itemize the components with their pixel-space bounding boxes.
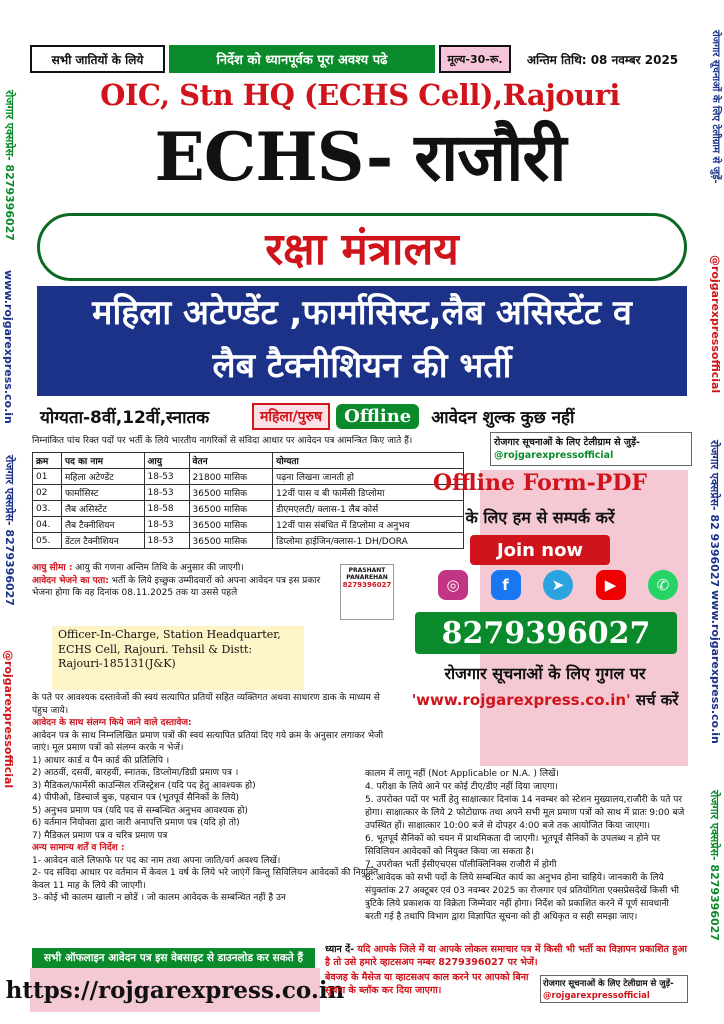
list-item: 7) मैडिकल प्रमाण पत्र व चरित्र प्रमाण पत्र [32,830,168,841]
side-left-handle: @rojgarexpressofficial [2,650,15,789]
side-left-top: रोजगार एक्सप्रेस- 8279396027 [3,90,16,241]
list-item: 7. उपरोक्त भर्ती ईसीएचएस पॉलीक्लिनिक्स राजौरी में होगी [365,860,557,870]
col-qualification: योग्यता [273,453,464,469]
cell: 12वीं पास संबंधित में डिप्लोमा व अनुभव [273,517,464,533]
all-castes-badge: सभी जातियों के लिये [30,45,165,73]
promo-phone[interactable]: 8279396027 [415,612,677,654]
posts-line-1: महिला अटेण्डेंट ,फार्मासिस्ट,लैब असिस्टेंट व [92,293,632,333]
table-row [33,533,464,549]
age-limit-text: आयु की गणना अन्तिम तिथि के अनुसार की जाएगी। [72,563,244,573]
side-right-bottom: रोजगार एक्सप्रेस- 8279396027 [708,790,721,941]
promo-subheading: के लिए हम से सम्पर्क करें [465,508,615,527]
cell: 18-58 [144,501,189,517]
list-item: 2- पद संविदा आधार पर वर्तमान में केवल 1 वर्ष के लिये भरे जाएंगें किन्तु सिविलियन आवेदकों की नियुक्ति केवल 11 माह के लिये की जाएगी। [32,868,379,891]
block-warning: बेवजह के मैसेज या व्हाटसअप काल करने पर आपको बिना सूचना के ब्लॉक कर दिया जाएगा। [325,972,529,996]
instagram-icon[interactable]: ◎ [438,570,468,600]
list-item: 1- आवेदन वाले लिफाफे पर पद का नाम तथा अपना जाति/वर्ग अवश्य लिखें। [32,855,281,866]
after-address-text: के पते पर आवश्यक दस्तावेजों की स्वयं सत्यापित प्रतियों सहित व्यक्तिगत अथवा साधारण डाक के माध्यम से पंहुच जाये। [32,693,380,716]
send-address-text: भर्ती के लिये इच्छुक उम्मीदवारों को अपना आवेदन पत्र इस प्रकार भेजना होगा कि वह दिनांक 08.11.2025 तक या उससे पहले [32,575,321,598]
promo-heading: Offline Form-PDF [432,470,648,496]
documents-intro: आवेदन पत्र के साथ निम्नलिखित प्रमाण पत्रों की स्वयं सत्यापित प्रतियां दिए गये क्रम के अनुसार लगाकर भेजी जाएं। मूल प्रमाण पत्रों को संलग्न करके न भेजें। [32,730,384,753]
cell: डिप्लोमा हाईजिन/क्लास-1 DH/DORA [273,533,464,549]
address-line-3: Rajouri-185131(J&K) [58,657,176,670]
cell: 36500 मासिक [189,501,273,517]
cell: डीएमएलटी/ क्लास-1 लैब कोर्स [273,501,464,517]
documents-section [32,692,392,905]
price-badge: मूल्य-30-रू. [439,45,511,73]
qualification-row [40,400,690,432]
list-item: 2) आठवीं, दसवीं, बारहवीं, स्नातक, डिप्लोमा/डिग्री प्रमाण पत्र । [32,768,239,778]
telegram-text: रोजगार सूचनाओं के लिए टेलीग्राम से जुड़ें- [494,437,640,448]
ministry-banner [37,213,687,281]
publisher-name: PRASHANT PANAREHAN [346,567,388,581]
send-address [32,575,332,600]
google-search-note: रोजगार सूचनाओं के लिए गुगल पर [444,664,646,683]
download-banner: सभी ऑफलाइन आवेदन पत्र इस वेबसाइट से डाउनलोड कर सकते हैं [32,948,315,968]
intro-text: निम्नांकित पांच रिक्त पदों पर भर्ती के लिये भारतीय नागरिकों से संविदा आधार पर आवेदन पत्र आमन्त्रित किए जाते हैं। [32,436,413,446]
cell: लैब असिस्टेंट [61,501,144,517]
mode-badge: Offline [336,404,419,429]
telegram-box [490,432,692,466]
cell: 18-53 [144,517,189,533]
table-row [33,469,464,485]
telegram-box-bottom [540,975,688,1003]
cell: 36500 मासिक [189,485,273,501]
side-left-bottom: रोजगार एक्सप्रेस- 8279396027 [3,455,16,606]
search-suffix: सर्च करें [630,691,679,709]
cell: 01 [33,469,62,485]
cell: 12वीं पास व बी फार्मेसी डिप्लोमा [273,485,464,501]
website-url[interactable]: 'www.rojgarexpress.co.in' [411,691,631,709]
cell: 36500 मासिक [189,533,273,549]
address-line-1: Officer-In-Charge, Station Headquarter, [58,628,281,641]
telegram-handle-bottom: @rojgarexpressofficial [543,991,650,1001]
oic-heading: OIC, Stn HQ (ECHS Cell),Rajouri [100,78,620,112]
list-item: 4. परीक्षा के लिये आने पर कोई टीए/डीए नहीं दिया जाएगा। [365,782,558,792]
qualification: योग्यता-8वीं,12वीं,स्नातक [40,407,210,428]
bottom-website-link[interactable]: https://rojgarexpress.co.in [30,968,320,1012]
col-post: पद का नाम [61,453,144,469]
ministry-title: रक्षा मंत्रालय [265,224,459,275]
publisher-mark [340,564,394,620]
last-date: अन्तिम तिथि: 08 नवम्बर 2025 [526,52,679,67]
list-item: 1) आधार कार्ड व पैन कार्ड की प्रतिलिपि । [32,755,170,766]
cell: 18-53 [144,469,189,485]
table-row [33,485,464,501]
website-search [400,690,690,710]
send-address-label: आवेदन भेजने का पता: [32,575,109,586]
table-row [33,517,464,533]
list-item: 5. उपरोक्त पदों पर भर्ती हेतु साक्षात्कार दिनांक 14 नवम्बर को स्टेशन मुख्यालय,राजौरी के पते पर होगा। साक्षात्कार के लिये 2 फोटोग्राफ तथा अपने सभी मूल प्रमाण पत्रों को साथ में प्रातः 9:00 बजे उपस्थित हों। साक्षात्कार 10:00 बजे से दोपहर 4:00 बजे तक आयोजित किया जाएगा। [365,795,685,831]
address-line-2: ECHS Cell, Rajouri. Tehsil & Distt: [58,642,253,656]
terms-label: अन्य सामान्य शर्तें व निर्देश : [32,843,125,853]
age-limit-label: आयु सीमा : [32,563,73,573]
cell: 03. [33,501,62,517]
echs-title: ECHS- राजौरी [154,118,566,196]
list-item: 4) पीपीओ, डिस्चार्ज बुक, पहचान पत्र (भूतपूर्व सैनिकों के लिये) [32,793,240,803]
documents-label: आवेदन के साथ संलग्न किये जाने वाले दस्तावेज: [32,718,192,728]
telegram-icon[interactable]: ➤ [543,570,573,600]
facebook-icon[interactable]: f [491,570,521,600]
table-header-row [33,453,464,469]
attention-text: यदि आपके जिले में या आपके लोकल समाचार पत्र में किसी भी भर्ती का विज्ञापन प्रकाशित हुआ है तो उसे हमारे व्हाटसअप नम्बर 8279396027 पर भेजें। [325,944,687,968]
fee-note: आवेदन शुल्क कुछ नहीं [431,407,575,428]
attention-label: ध्यान दें- [325,944,355,955]
col-sno: क्रम [33,453,62,469]
whatsapp-icon[interactable]: ✆ [648,570,678,600]
cell: लैब टैक्नीशियन [61,517,144,533]
list-item: 5) अनुभव प्रमाण पत्र (यदि पद से सम्बन्धित अनुभव आवश्यक हो) [32,805,248,816]
col-age: आयु [144,453,189,469]
age-and-address-intro [32,562,332,600]
join-now-button[interactable]: Join now [470,535,610,565]
publisher-phone: 8279396027 [342,581,392,589]
side-right-phone: रोजगार एक्सप्रेस- 82 9396027 [708,440,721,588]
telegram-handle: @rojgarexpressofficial [494,450,614,461]
age-limit [32,562,332,575]
cell: डेंटल टैक्नीशियन [61,533,144,549]
list-item: 8. आवेदक को सभी पदों के लिये सम्बन्धित कार्य का अनुभव होना चाहिये। जानकारी के लिये संयुक्तांक 27 अक्टूबर एवं 03 नवम्बर 2025 का रोजगार एवं प्रतियोगिता एक्सप्रेसदेखें किसी भी त्रुटिके लिये प्रकाशक या विक्रेता जिम्मेवार नहीं होगा। निर्देश को प्रकाशित करने में पूर्ण सावधानी बरती गई है तथापि विभाग द्वारा विज्ञापित सूचना को ही अधिकृत व सही समझा जाए। [365,873,679,922]
side-left-url: www.rojgarexpress.co.in [2,270,15,424]
cell: 05. [33,533,62,549]
vacancy-table [32,452,464,549]
cell: फार्मासिस्ट [61,485,144,501]
posts-line-2: लैब टैक्नीशियन की भर्ती [212,346,512,386]
list-item: 3) मैडिकल/फार्मेसी काउन्सिल रजिस्ट्रेशन (यदि पद हेतु आवश्यक हो) [32,780,256,791]
side-right-top: रोजगार सूचनाओं के लिए टेलीग्राम से जुड़ें- [710,30,721,184]
terms-continued [365,768,687,924]
cell: महिला अटेण्डेंट [61,469,144,485]
cell: 21800 मासिक [189,469,273,485]
side-right-handle: @rojgarexpressofficial [709,255,722,394]
telegram-text-bottom: रोजगार सूचनाओं के लिए टेलीग्राम से जुड़ें- [543,979,674,989]
list-item: 6) वर्तमान नियोक्ता द्वारा जारी अनापत्ति प्रमाण पत्र (यदि हो तो) [32,818,240,828]
postal-address [52,626,304,690]
cell: 18-53 [144,485,189,501]
col-salary: वेतन [189,453,273,469]
social-icons [438,570,678,600]
side-right-url: www.rojgarexpress.co.in [709,590,722,744]
gender-badge: महिला/पुरुष [252,403,330,430]
cell: 18-53 [144,533,189,549]
cell: पढ़ना लिखना जानती हो [273,469,464,485]
instruction-banner: निर्देश को ध्यानपूर्वक पूरा अवश्य पढे [169,45,435,73]
cell: 04. [33,517,62,533]
table-row [33,501,464,517]
cell: 02 [33,485,62,501]
cell: 36500 मासिक [189,517,273,533]
list-item: 3- कोई भी कालम खाली न छोडें । जो कालम आवेदक के सम्बन्धित नहीं है उन [32,893,286,903]
list-item: कालम में लागू नहीं (Not Applicable or N.A. ) लिखें। [365,769,559,779]
youtube-icon[interactable]: ▶ [596,570,626,600]
posts-banner [37,286,687,396]
list-item: 6. भूतपूर्व सैनिकों को चयन में प्राथमिकता दी जाएगी। भूतपूर्व सैनिकों के उपलब्ध न होने पर सिविलियन आवेदकों को नियुक्त किया जा सकता है। [365,834,661,857]
top-bar [30,42,690,76]
